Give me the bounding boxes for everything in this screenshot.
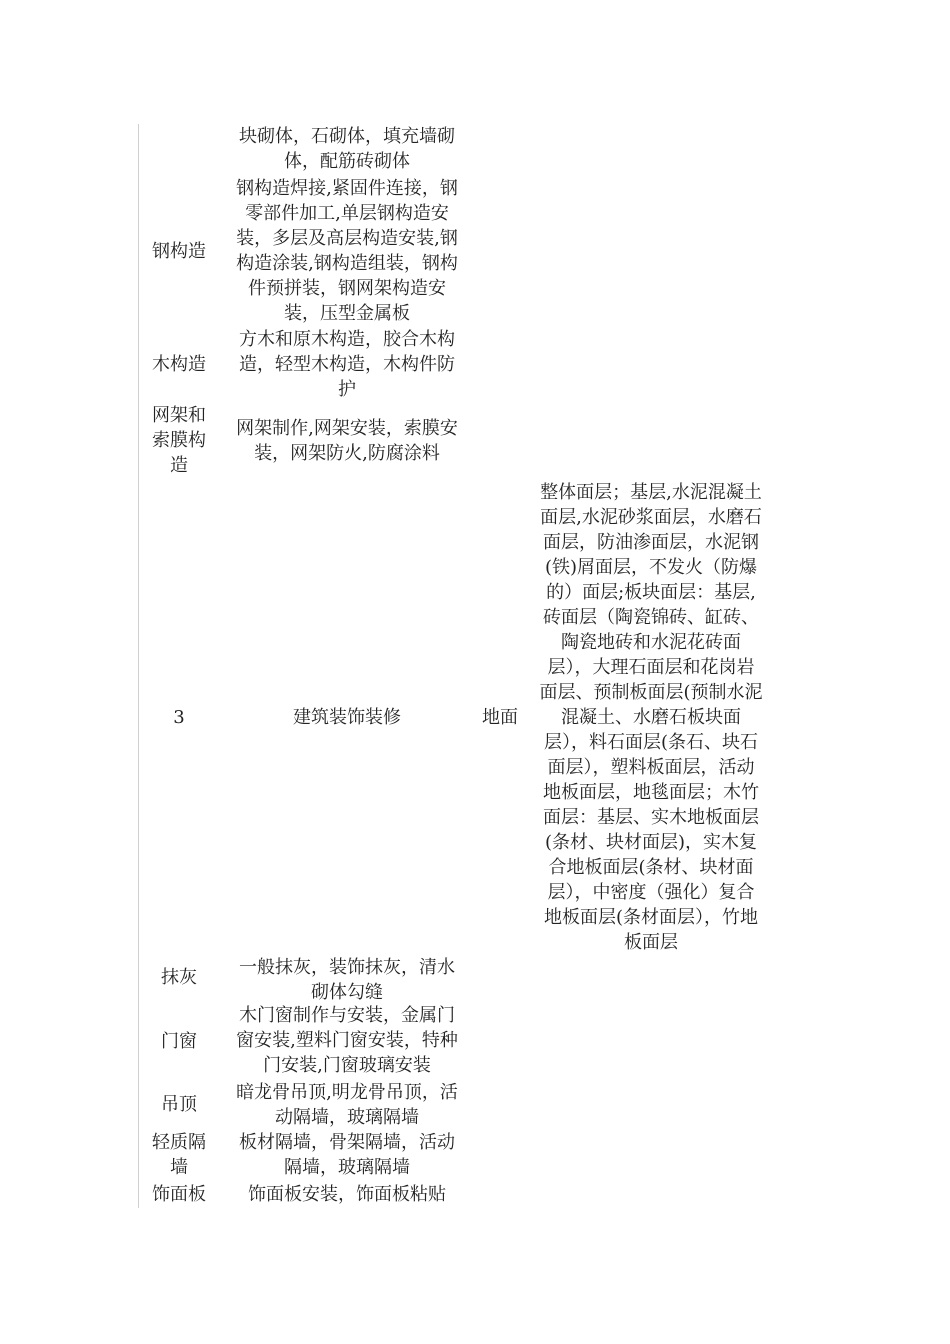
text-line: 构造涂装,钢构造组装，钢构: [236, 253, 458, 274]
text-line: 整体面层；基层,水泥混凝土: [540, 482, 762, 503]
text-line: 造，轻型木构造，木构件防: [239, 354, 455, 375]
text-line: 饰面板安装，饰面板粘贴: [248, 1184, 446, 1205]
category-label: 木构造: [152, 354, 206, 375]
category-label: 抹灰: [161, 967, 197, 988]
doors-windows-category: [140, 1029, 218, 1054]
text-line: 层），料石面层(条石、块石: [543, 732, 759, 753]
text-line: 一般抹灰，装饰抹灰，清水: [239, 957, 455, 978]
category-label: 饰面板: [152, 1184, 206, 1205]
text-line: (铁)屑面层，不发火（防爆: [544, 557, 758, 578]
text-line: 面层,水泥砂浆面层，水磨石: [540, 507, 762, 528]
division-number: 3: [173, 707, 185, 728]
text-line: 砌体勾缝: [311, 982, 383, 1003]
text-line: 混凝土、水磨石板块面: [561, 707, 741, 728]
ceiling-content: [222, 1080, 472, 1130]
text-line: 装，多层及高层构造安装,钢: [236, 228, 458, 249]
text-line: 面层），塑料板面层，活动: [547, 757, 755, 778]
text-line: 零部件加工,单层钢构造安: [245, 203, 449, 224]
text-line: 面层：基层、实木地板面层: [543, 807, 759, 828]
table-left-border: [138, 124, 139, 1208]
text-line: 钢构造焊接,紧固件连接，钢: [236, 178, 458, 199]
category-label: 轻质隔: [152, 1132, 206, 1153]
facing-panel-content: [222, 1182, 472, 1207]
masonry-content: [222, 124, 472, 174]
text-line: 装，压型金属板: [284, 303, 410, 324]
partition-content: [222, 1130, 472, 1180]
text-line: 体，配筋砖砌体: [284, 151, 410, 172]
text-line: 地板面层(条材面层），竹地: [543, 907, 759, 928]
text-line: 砖面层（陶瓷锦砖、缸砖、: [543, 607, 759, 628]
text-line: 隔墙，玻璃隔墙: [284, 1157, 410, 1178]
category-label: 网架和: [152, 405, 206, 426]
text-line: 合地板面层(条材、块材面: [548, 857, 754, 878]
plaster-content: [222, 955, 472, 1005]
ceiling-category: [140, 1092, 218, 1117]
text-line: 面层，防油渗面层，水泥钢: [543, 532, 759, 553]
space-frame-category: [140, 403, 218, 478]
partition-category: [140, 1130, 218, 1180]
text-line: 暗龙骨吊顶,明龙骨吊顶，活: [236, 1082, 458, 1103]
text-line: 木门窗制作与安装，金属门: [239, 1005, 455, 1026]
facing-panel-category: [140, 1182, 218, 1207]
text-line: 面层、预制板面层(预制水泥: [539, 682, 763, 703]
text-line: 陶瓷地砖和水泥花砖面: [561, 632, 741, 653]
text-line: 的）面层;板块面层：基层,: [546, 582, 756, 603]
category-label: 钢构造: [152, 241, 206, 262]
text-line: 网架制作,网架安装，索膜安: [236, 418, 458, 439]
category-label: 门窗: [161, 1031, 197, 1052]
text-line: 层），大理石面层和花岗岩: [547, 657, 755, 678]
text-line: 件预拼装，钢网架构造安: [248, 278, 446, 299]
text-line: 层），中密度（强化）复合: [547, 882, 755, 903]
text-line: 板材隔墙，骨架隔墙，活动: [239, 1132, 455, 1153]
subdivision-floor: 地面: [482, 707, 518, 728]
steel-content: [222, 176, 472, 326]
text-line: 门安装,门窗玻璃安装: [263, 1055, 431, 1076]
wood-category: [140, 352, 218, 377]
text-line: (条材、块材面层)，实木复: [544, 832, 758, 853]
steel-category: [140, 239, 218, 264]
wood-content: [222, 327, 472, 402]
text-line: 块砌体，石砌体，填充墙砌: [239, 126, 455, 147]
category-label: 造: [170, 455, 188, 476]
category-label: 墙: [170, 1157, 188, 1178]
text-line: 装，网架防火,防腐涂料: [254, 443, 440, 464]
category-label: 索膜构: [152, 430, 206, 451]
plaster-category: [140, 965, 218, 990]
text-line: 地板面层，地毯面层；木竹: [543, 782, 759, 803]
text-line: 窗安装,塑料门窗安装，特种: [236, 1030, 458, 1051]
category-label: 吊顶: [161, 1094, 197, 1115]
text-line: 方木和原木构造，胶合木构: [239, 329, 455, 350]
space-frame-content: [222, 416, 472, 466]
text-line: 动隔墙，玻璃隔墙: [275, 1107, 419, 1128]
division-title: 建筑装饰装修: [293, 707, 401, 728]
doors-windows-content: [222, 1003, 472, 1078]
floor-content: [528, 480, 774, 955]
text-line: 护: [338, 379, 356, 400]
text-line: 板面层: [624, 932, 678, 953]
